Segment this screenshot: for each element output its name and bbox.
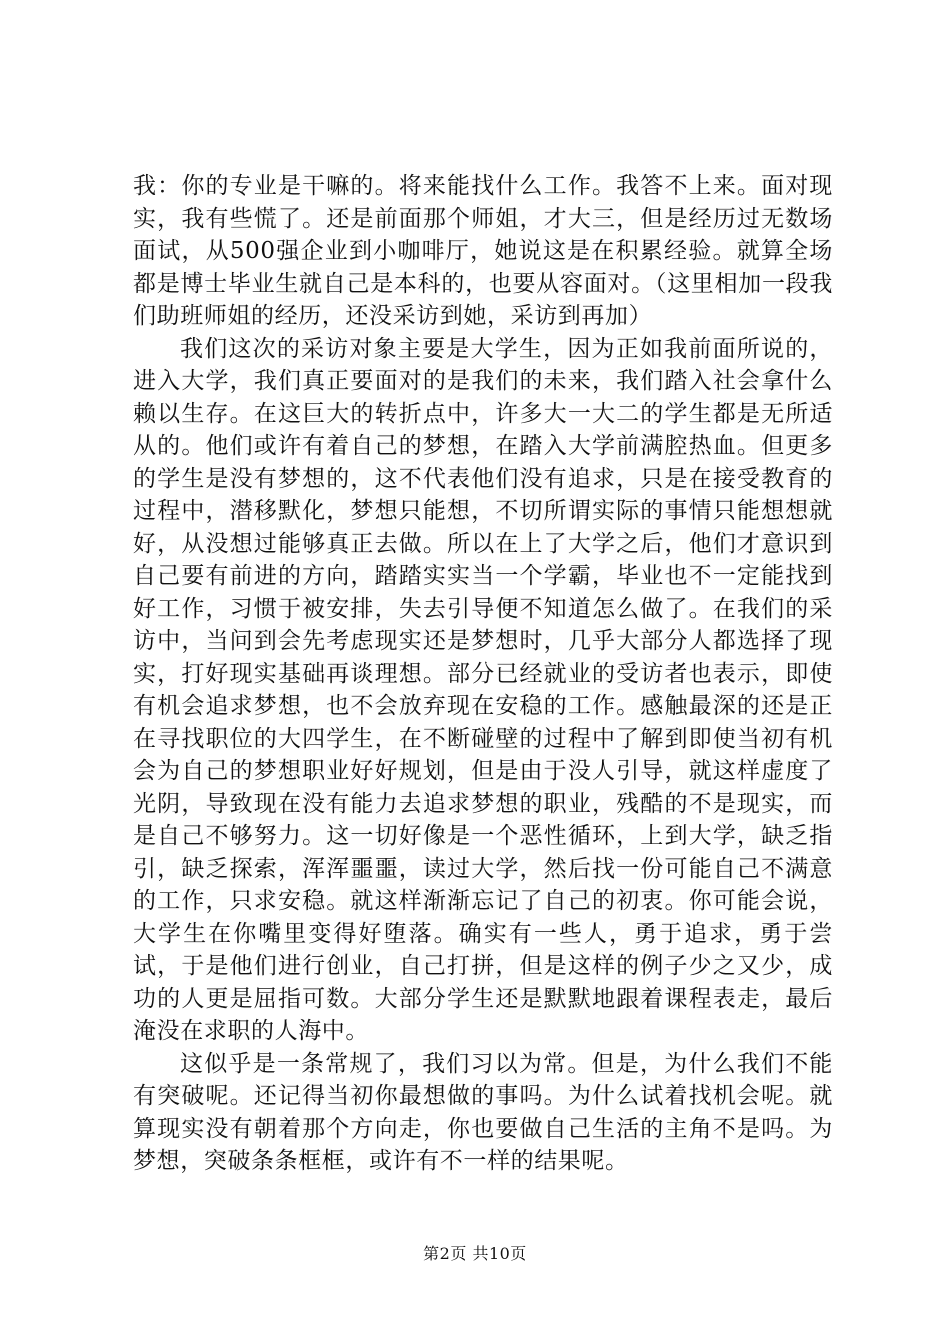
page-number-footer: 第2页 共10页: [423, 1244, 527, 1263]
paragraph-3: 这似乎是一条常规了，我们习以为常。但是，为什么我们不能有突破呢。还记得当初你最想做的事吗。为什么试着找机会呢。就算现实没有朝着那个方向走，你也要做自己生活的主角不是吗。为梦想，突破条条框框，或许有不一样的结果呢。: [133, 1050, 833, 1174]
paragraph-1: 我：你的专业是干嘛的。将来能找什么工作。我答不上来。面对现实，我有些慌了。还是前面那个师姐，才大三，但是经历过无数场面试，从500强企业到小咖啡厅，她说这是在积累经验。就算全场都是博士毕业生就自己是本科的，也要从容面对。（这里相加一段我们助班师姐的经历，还没采访到她，采访到再加）: [133, 173, 833, 329]
document-body: [133, 170, 833, 1178]
paragraph-2: 我们这次的采访对象主要是大学生，因为正如我前面所说的，进入大学，我们真正要面对的是我们的未来，我们踏入社会拿什么赖以生存。在这巨大的转折点中，许多大一大二的学生都是无所适从的。他们或许有着自己的梦想，在踏入大学前满腔热血。但更多的学生是没有梦想的，这不代表他们没有追求，只是在接受教育的过程中，潜移默化，梦想只能想，不切所谓实际的事情只能想想就好，从没想过能够真正去做。所以在上了大学之后，他们才意识到自己要有前进的方向，踏踏实实当一个学霸，毕业也不一定能找到好工作，习惯于被安排，失去引导便不知道怎么做了。在我们的采访中，当问到会先考虑现实还是梦想时，几乎大部分人都选择了现实，打好现实基础再谈理想。部分已经就业的受访者也表示，即使有机会追求梦想，也不会放弃现在安稳的工作。感触最深的还是正在寻找职位的大四学生，在不断碰壁的过程中了解到即使当初有机会为自己的梦想职业好好规划，但是由于没人引导，就这样虚度了光阴，导致现在没有能力去追求梦想的职业，残酷的不是现实，而是自己不够努力。这一切好像是一个恶性循环，上到大学，缺乏指引，缺乏探索，浑浑噩噩，读过大学，然后找一份可能自己不满意的工作，只求安稳。就这样渐渐忘记了自己的初衷。你可能会说，大学生在你嘴里变得好堕落。确实有一些人，勇于追求，勇于尝试，于是他们进行创业，自己打拼，但是这样的例子少之又少，成功的人更是屈指可数。大部分学生还是默默地跟着课程表走，最后淹没在求职的人海中。: [133, 335, 833, 1044]
